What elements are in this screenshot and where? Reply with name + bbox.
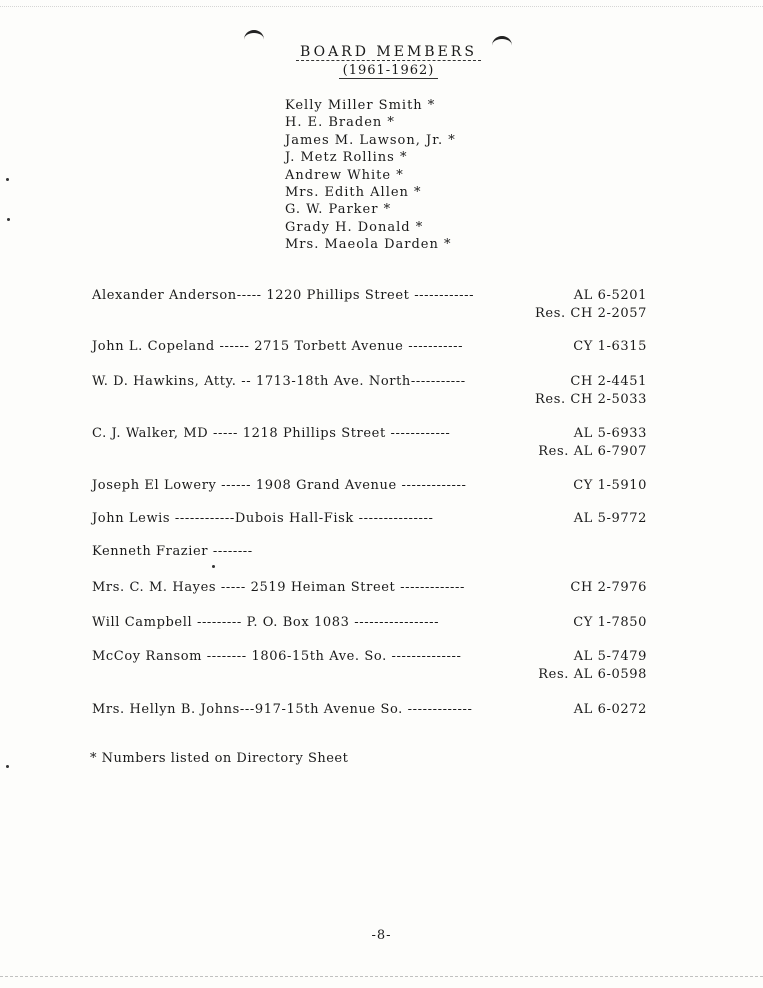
entry-name-address: W. D. Hawkins, Atty. -- 1713-18th Ave. North----------- [92,374,466,389]
board-member: James M. Lawson, Jr. * [285,132,456,148]
entry-phone: CY 1-7850 [573,615,647,630]
directory-entry [92,701,652,719]
entry-name-address: Mrs. C. M. Hayes ----- 2519 Heiman Street ------------- [92,580,465,595]
entry-phone: AL 6-0272 [573,702,647,717]
entry-residence-phone: Res. AL 6-7907 [538,444,647,459]
scan-edge-artifact [0,0,763,7]
directory-entry [92,373,652,407]
entry-phone: AL 5-6933 [573,426,647,441]
directory-entry [92,477,652,495]
heading [0,44,763,61]
directory-entry [92,425,652,459]
directory-entry [92,614,652,632]
entry-residence-phone: Res. CH 2-5033 [535,392,647,407]
directory-entry [92,543,652,561]
entry-name-address: Joseph El Lowery ------ 1908 Grand Avenue ------------- [92,478,467,493]
board-member: Andrew White * [285,167,404,183]
board-member: Mrs. Maeola Darden * [285,237,452,253]
heading-years: (1961-1962) [339,63,439,79]
entry-residence-phone: Res. CH 2-2057 [535,306,647,321]
entry-name-address: Kenneth Frazier -------- [92,544,253,559]
footnote: * Numbers listed on Directory Sheet [90,751,349,766]
scan-bottom-artifact [0,976,763,978]
heading-title: BOARD MEMBERS [296,44,481,61]
subheading [0,63,763,79]
directory-entry [92,287,652,321]
entry-phone: AL 5-9772 [573,511,647,526]
directory-entry [92,648,652,682]
entry-phone: AL 6-5201 [573,288,647,303]
entry-phone: AL 5-7479 [573,649,647,664]
entry-name-address: Alexander Anderson----- 1220 Phillips Street ------------ [92,288,475,303]
entry-name-address: John L. Copeland ------ 2715 Torbett Avenue ----------- [92,339,464,354]
board-member: Mrs. Edith Allen * [285,184,422,200]
board-member: Grady H. Donald * [285,219,424,235]
page-number: -8- [371,928,392,943]
entry-phone: CY 1-6315 [573,339,647,354]
entry-phone: CH 2-7976 [570,580,647,595]
board-member: G. W. Parker * [285,202,392,218]
entry-name-address: C. J. Walker, MD ----- 1218 Phillips Street ------------ [92,426,451,441]
entry-name-address: McCoy Ransom -------- 1806-15th Ave. So. -------------- [92,649,462,664]
entry-residence-phone: Res. AL 6-0598 [538,667,647,682]
directory-entry [92,338,652,356]
board-members-list [285,97,456,254]
scan-speck [6,178,9,181]
board-member: J. Metz Rollins * [285,150,408,166]
board-member: H. E. Braden * [285,115,395,131]
entry-name-address: Will Campbell --------- P. O. Box 1083 ----------------- [92,615,440,630]
entry-phone: CH 2-4451 [570,374,647,389]
scan-speck [7,218,10,221]
directory-entry [92,510,652,528]
scan-speck [6,765,9,768]
entry-phone: CY 1-5910 [573,478,647,493]
board-member: Kelly Miller Smith * [285,98,436,113]
directory-entry [92,579,652,597]
entry-name-address: Mrs. Hellyn B. Johns---917-15th Avenue So. ------------- [92,702,473,717]
scan-speck [212,565,215,568]
entry-name-address: John Lewis ------------Dubois Hall-Fisk --------------- [92,511,434,526]
